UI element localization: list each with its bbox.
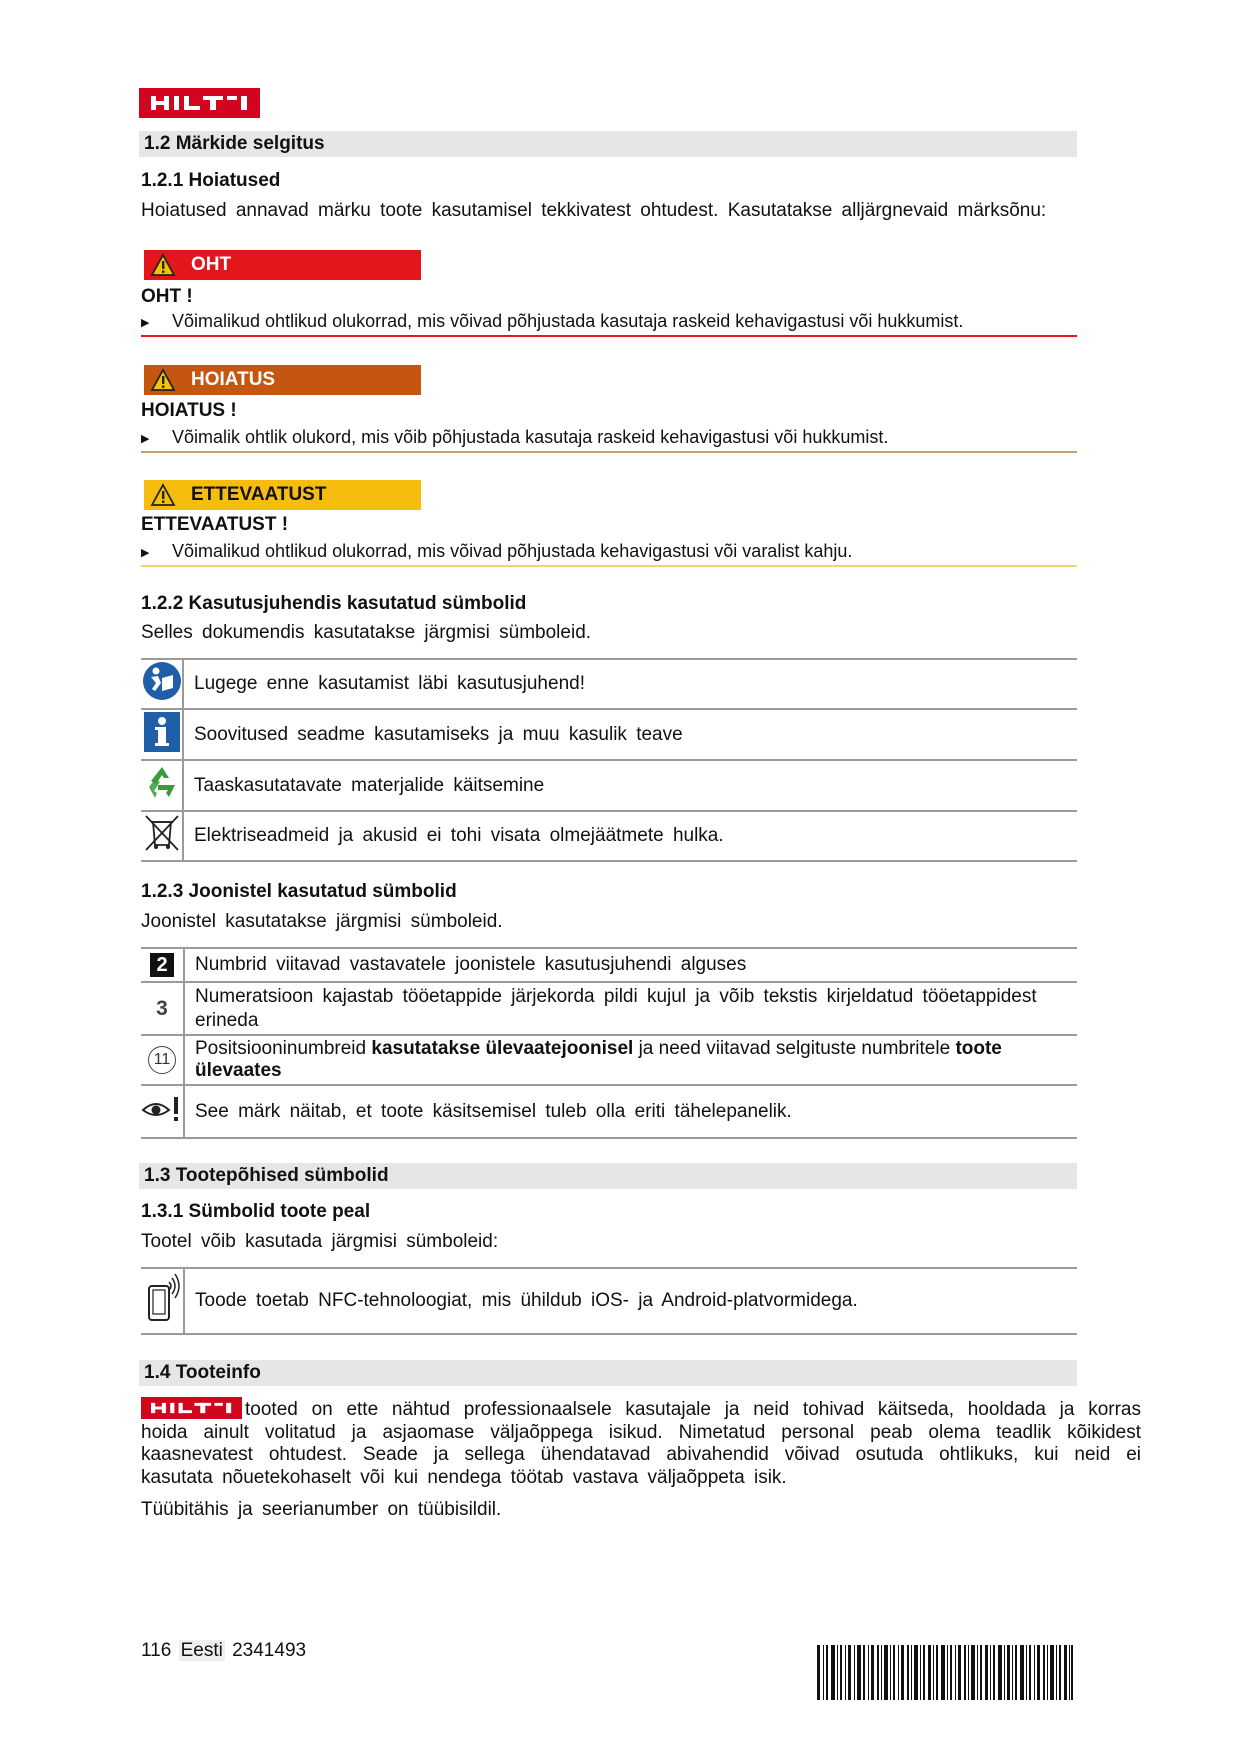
danger-badge-label: OHT xyxy=(191,254,232,275)
page-number: 116 xyxy=(141,1640,172,1661)
symbol-description: Lugege enne kasutamist läbi kasutusjuhend! xyxy=(194,673,585,694)
document-code: 2341493 xyxy=(232,1640,307,1661)
symbol-description: Soovitused seadme kasutamiseks ja muu kasulik teave xyxy=(194,723,683,745)
barcode xyxy=(817,1645,1073,1700)
warnings-intro: Hoiatused annavad märku toote kasutamisel tekkivatest ohtudest. Kasutatakse alljärgnevaid märksõnu: xyxy=(141,200,1047,221)
product-symbols-table xyxy=(141,1267,1077,1335)
section-heading-1-4: 1.4 Tooteinfo xyxy=(139,1360,1077,1386)
danger-badge xyxy=(144,250,421,280)
table-row xyxy=(141,982,1077,1035)
info-icon xyxy=(141,709,183,760)
warning-description: ▶ Võimalik ohtlik olukord, mis võib põhjustada kasutaja raskeid kehavigastusi või hukkumist. xyxy=(141,427,889,447)
figure-number-icon: 2 xyxy=(141,948,184,982)
table-row xyxy=(141,1085,1077,1138)
subsection-heading-1-2-1: 1.2.1 Hoiatused xyxy=(141,170,281,191)
table-row xyxy=(141,1035,1077,1085)
table-row xyxy=(141,709,1077,760)
table-row xyxy=(141,1268,1077,1334)
manual-symbols-intro: Selles dokumendis kasutatakse järgmisi sümboleid. xyxy=(141,622,592,643)
symbol-description: Elektriseadmeid ja akusid ei tohi visata olmejäätmete hulka. xyxy=(194,825,724,846)
warning-rule xyxy=(141,451,1077,453)
warning-triangle-icon xyxy=(150,368,176,392)
product-info-paragraph: tooted on ette nähtud professionaalsele kasutajale ja neid tohivad käitseda, hooldada ja korras hoida ainult volitatud ja asjaomase väljaõppega isikud. Nimetatud personal peab olema teadlik kõikidest kaasnevatest ohtudest. Seade ja sellega ühendatavad abivahendid võivad osutuda ohtlikuks, kui neid ei kasutata nõuetekohaselt või kui nendega töötab vastava väljaõppeta isik. xyxy=(141,1399,1141,1488)
symbol-description: Taaskasutatavate materjalide käitsemine xyxy=(194,774,545,796)
warning-triangle-icon xyxy=(150,483,176,507)
attention-eye-icon xyxy=(141,1085,184,1138)
table-row xyxy=(141,659,1077,709)
warning-badge xyxy=(144,365,421,395)
caution-rule xyxy=(141,565,1077,567)
caution-description: ▶ Võimalikud ohtlikud olukorrad, mis võivad põhjustada kehavigastusi või varalist kahju. xyxy=(141,541,853,561)
caution-signal-word: ETTEVAATUST ! xyxy=(141,514,289,535)
page-footer xyxy=(141,1640,306,1662)
subsection-heading-1-3-1: 1.3.1 Sümbolid toote peal xyxy=(141,1201,371,1222)
warning-badge-label: HOIATUS xyxy=(191,369,276,390)
table-row xyxy=(141,948,1077,982)
section-heading-1-2: 1.2 Märkide selgitus xyxy=(139,131,1077,157)
symbol-description: See märk näitab, et toote käsitsemisel tuleb olla eriti tähelepanelik. xyxy=(195,1100,792,1122)
warning-signal-word: HOIATUS ! xyxy=(141,400,237,421)
figure-symbols-table xyxy=(141,947,1077,1139)
hilti-logo xyxy=(139,88,260,118)
symbol-description: Positsiooninumbreid kasutatakse ülevaatejoonisel ja need viitavad selgituste numbritele toote ülevaates xyxy=(184,1035,1077,1085)
symbol-description: Numbrid viitavad vastavatele joonistele kasutusjuhendi alguses xyxy=(195,954,747,975)
footer-language: Eesti xyxy=(180,1640,223,1661)
read-manual-icon xyxy=(141,659,183,709)
crossed-bin-icon xyxy=(141,811,183,861)
nfc-phone-icon xyxy=(141,1268,184,1334)
hilti-logo-inline xyxy=(141,1397,242,1419)
caution-badge xyxy=(144,480,421,510)
symbol-description: Toode toetab NFC-tehnoloogiat, mis ühildub iOS- ja Android-platvormidega. xyxy=(195,1290,858,1311)
manual-symbols-table xyxy=(141,658,1077,862)
caution-badge-label: ETTEVAATUST xyxy=(191,484,327,505)
item-number-icon: 11 xyxy=(141,1035,184,1085)
subsection-heading-1-2-2: 1.2.2 Kasutusjuhendis kasutatud sümbolid xyxy=(141,593,527,614)
subsection-heading-1-2-3: 1.2.3 Joonistel kasutatud sümbolid xyxy=(141,881,457,902)
table-row xyxy=(141,811,1077,861)
step-number-icon: 3 xyxy=(141,982,184,1035)
figure-symbols-intro: Joonistel kasutatakse järgmisi sümboleid. xyxy=(141,911,503,932)
symbol-description: Numeratsioon kajastab tööetappide järjekorda pildi kujul ja võib tekstis kirjeldatud tööetappidest erineda xyxy=(195,985,1037,1031)
type-serial-note: Tüübitähis ja seerianumber on tüübisildil. xyxy=(141,1499,502,1520)
warning-triangle-icon xyxy=(150,253,176,277)
danger-rule xyxy=(141,335,1077,337)
danger-signal-word: OHT ! xyxy=(141,286,193,307)
table-row xyxy=(141,760,1077,811)
product-symbols-intro: Tootel võib kasutada järgmisi sümboleid: xyxy=(141,1231,499,1252)
recycle-icon xyxy=(141,760,183,811)
danger-description: ▶ Võimalikud ohtlikud olukorrad, mis võivad põhjustada kasutaja raskeid kehavigastusi või hukkumist. xyxy=(141,311,964,331)
section-heading-1-3: 1.3 Tootepõhised sümbolid xyxy=(139,1163,1077,1189)
